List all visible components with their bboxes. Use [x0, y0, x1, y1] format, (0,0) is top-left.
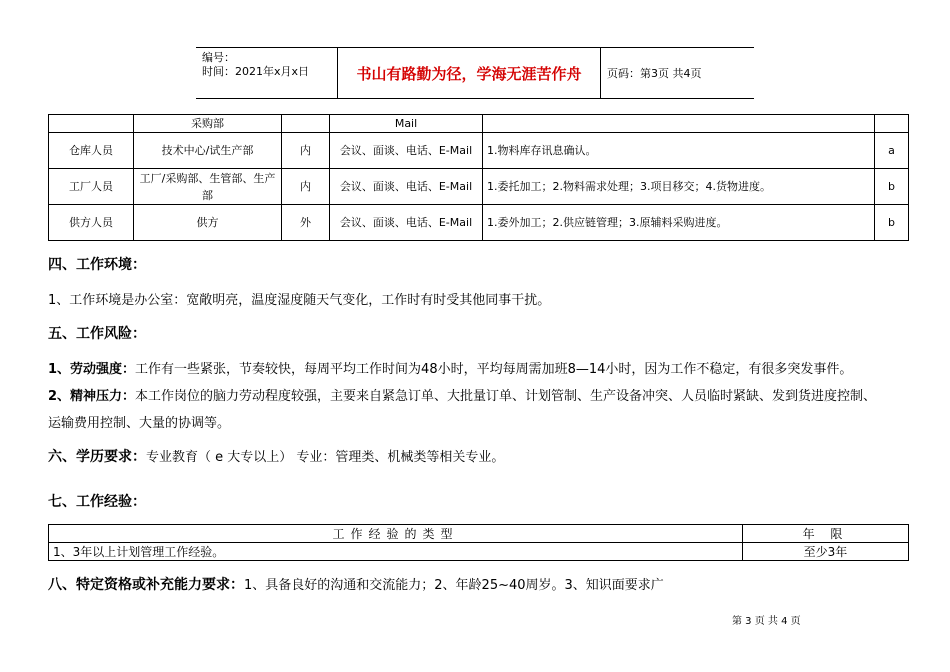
- table-row: [49, 205, 909, 241]
- cell-purpose: 1.物料库存讯息确认。: [483, 133, 875, 169]
- section4-text: 1、工作环境是办公室：宽敞明亮，温度湿度随天气变化，工作时有时受其他同事干扰。: [48, 293, 551, 308]
- section5-item2: [48, 385, 876, 404]
- table-row: [49, 169, 909, 205]
- section5-item2-cont: 运输费用控制、大量的协调等。: [48, 416, 231, 431]
- section8: [48, 574, 664, 594]
- cell-dept: 工厂/采购部、生管部、生产部: [134, 169, 282, 205]
- table-row: [49, 543, 909, 561]
- table-row: [49, 115, 909, 133]
- item2-label: 2、精神压力：: [48, 389, 136, 404]
- cell-purpose: 1.委外加工；2.供应链管理；3.原辅料采购进度。: [483, 205, 875, 241]
- number-label: 编号：: [202, 51, 235, 64]
- time-label: 时间：2021年x月x日: [202, 65, 310, 78]
- cell-person: 工厂人员: [49, 169, 134, 205]
- section8-text: 1、具备良好的沟通和交流能力；2、年龄25~40周岁。3、知识面要求广: [244, 578, 664, 593]
- cell-freq: [875, 115, 909, 133]
- cell-purpose: [483, 115, 875, 133]
- section5-item1: [48, 358, 852, 377]
- cell-person: 仓库人员: [49, 133, 134, 169]
- section5-title: 五、工作风险：: [48, 326, 146, 342]
- contacts-table: [48, 114, 909, 241]
- experience-table: [48, 524, 909, 561]
- header-meta: [196, 48, 338, 98]
- section8-title: 八、特定资格或补充能力要求：: [48, 577, 244, 593]
- cell-method: Mail: [330, 115, 483, 133]
- cell-method: 会议、面谈、电话、E-Mail: [330, 169, 483, 205]
- cell-method: 会议、面谈、电话、E-Mail: [330, 133, 483, 169]
- section6-title: 六、学历要求：: [48, 449, 146, 465]
- table-row: [49, 133, 909, 169]
- section4-title: 四、工作环境：: [48, 257, 146, 273]
- page-header: [196, 47, 754, 99]
- col-years: 年 限: [743, 525, 909, 543]
- section6: [48, 446, 504, 466]
- cell-person: [49, 115, 134, 133]
- cell-method: 会议、面谈、电话、E-Mail: [330, 205, 483, 241]
- item1-text: 工作有一些紧张，节奏较快，每周平均工作时间为48小时，平均每周需加班8—14小时，因为工作不稳定，有很多突发事件。: [135, 362, 853, 377]
- cell-dept: 供方: [134, 205, 282, 241]
- cell-scope: 内: [282, 169, 330, 205]
- header-motto: 书山有路勤为径，学海无涯苦作舟: [338, 48, 601, 98]
- section6-text: 专业教育（ e 大专以上） 专业：管理类、机械类等相关专业。: [146, 450, 505, 465]
- cell-dept: 技术中心/试生产部: [134, 133, 282, 169]
- cell-scope: 外: [282, 205, 330, 241]
- cell-scope: [282, 115, 330, 133]
- table-header-row: [49, 525, 909, 543]
- section7-title: 七、工作经验：: [48, 494, 146, 510]
- cell-dept: 采购部: [134, 115, 282, 133]
- cell-person: 供方人员: [49, 205, 134, 241]
- cell-scope: 内: [282, 133, 330, 169]
- cell-freq: a: [875, 133, 909, 169]
- cell-type: 1、3年以上计划管理工作经验。: [49, 543, 743, 561]
- header-page-info: 页码：第3页 共4页: [607, 67, 702, 80]
- page-footer: 第 3 页 共 4 页: [732, 616, 801, 627]
- item2-text: 本工作岗位的脑力劳动程度较强，主要来自紧急订单、大批量订单、计划管制、生产设备冲突、人员临时紧缺、发到货进度控制、: [135, 389, 877, 404]
- cell-freq: b: [875, 169, 909, 205]
- col-type: 工作经验的类型: [49, 525, 743, 543]
- cell-purpose: 1.委托加工；2.物料需求处理；3.项目移交；4.货物进度。: [483, 169, 875, 205]
- item1-label: 1、劳动强度：: [48, 362, 136, 377]
- cell-freq: b: [875, 205, 909, 241]
- cell-years: 至少3年: [743, 543, 909, 561]
